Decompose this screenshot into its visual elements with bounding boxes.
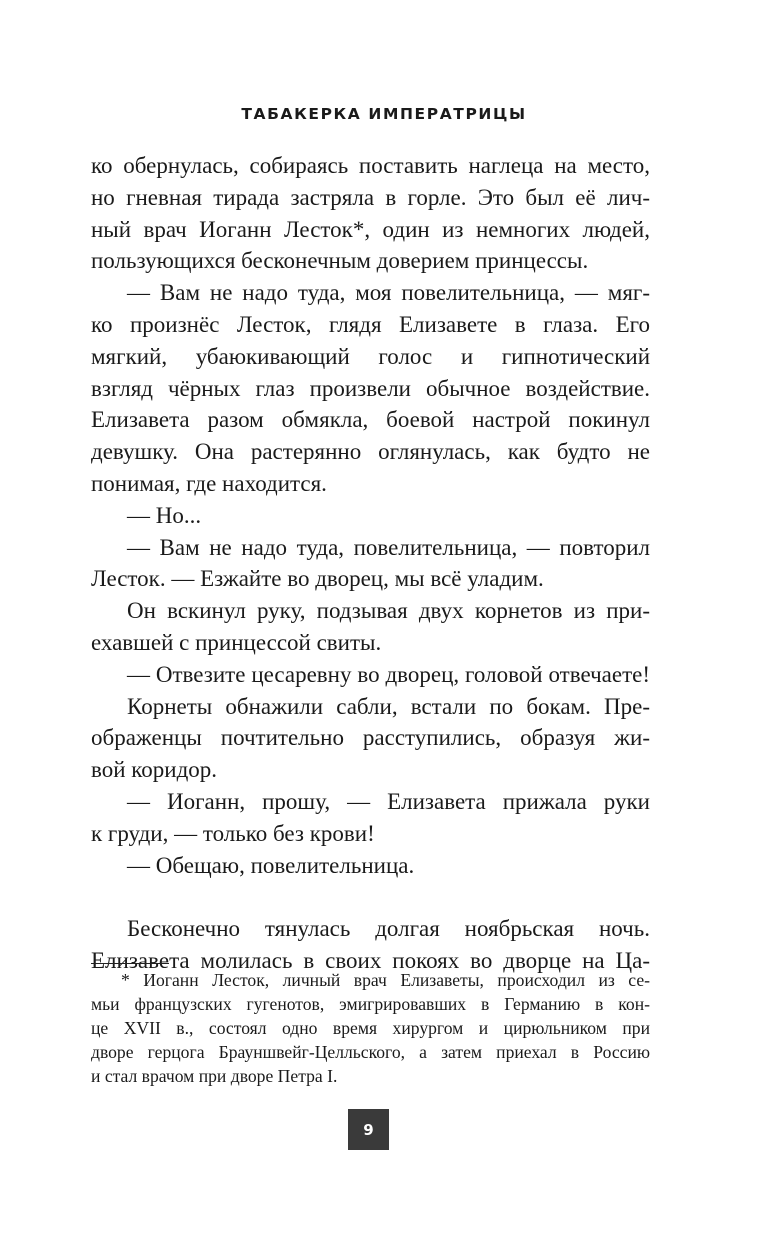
running-head: ТАБАКЕРКА ИМПЕРАТРИЦЫ <box>241 105 527 123</box>
text-line: — Обещаю, повелительница. <box>127 852 415 878</box>
footnote-line: це XVII в., состоял одно время хирургом и цирюльником при <box>91 1018 650 1038</box>
body-text <box>91 150 650 977</box>
blank-line <box>91 881 650 913</box>
footnote-line: * Иоганн Лесток, личный врач Елизаветы, происходил из се- <box>121 970 650 990</box>
text-line: мягкий, убаюкивающий голос и гипнотический <box>91 343 650 369</box>
footnote-line: и стал врачом при дворе Петра I. <box>91 1066 338 1086</box>
page-number: 9 <box>363 1120 374 1139</box>
text-line: девушку. Она растерянно оглянулась, как будто не <box>91 439 650 465</box>
text-line: ехавшей с принцессой свиты. <box>91 629 382 655</box>
footnote-line: мьи французских гугенотов, эмигрировавших в Германию в кон- <box>91 994 650 1014</box>
text-line: к груди, — только без крови! <box>91 820 375 846</box>
page-number-badge <box>348 1109 389 1150</box>
text-line: пользующихся бесконечным доверием принцессы. <box>91 248 589 274</box>
text-line: ображенцы почтительно расступились, образуя жи- <box>91 725 650 751</box>
text-line: Он вскинул руку, подзывая двух корнетов из при- <box>127 598 650 624</box>
text-line: — Отвезите цесаревну во дворец, головой отвечаете! <box>127 661 650 687</box>
text-line: Бесконечно тянулась долгая ноябрьская ночь. <box>127 916 650 942</box>
text-line: — Вам не надо туда, повелительница, — повторил <box>127 534 650 560</box>
text-line: — Вам не надо туда, моя повелительница, — мяг- <box>127 280 650 306</box>
text-line: понимая, где находится. <box>91 470 327 496</box>
footnote <box>91 968 650 1088</box>
text-line: Елизавета молилась в своих покоях во дворце на Ца- <box>91 947 650 973</box>
text-line: ко произнёс Лесток, глядя Елизавете в глаза. Его <box>91 311 650 337</box>
text-line: Лесток. — Езжайте во дворец, мы всё уладим. <box>91 566 544 592</box>
text-line: взгляд чёрных глаз произвели обычное воздействие. <box>91 375 650 401</box>
text-line: ный врач Иоганн Лесток*, один из немногих людей, <box>91 216 650 242</box>
footnote-divider <box>91 963 169 964</box>
text-line: вой коридор. <box>91 757 218 783</box>
footnote-line: дворе герцога Брауншвейг-Целльского, а затем приехал в Россию <box>91 1042 650 1062</box>
text-line: — Но... <box>127 502 202 528</box>
text-line: но гневная тирада застряла в горле. Это был её лич- <box>91 184 650 210</box>
text-line: Елизавета разом обмякла, боевой настрой покинул <box>91 407 650 433</box>
text-line: ко обернулась, собираясь поставить наглеца на место, <box>91 153 650 178</box>
text-line: Корнеты обнажили сабли, встали по бокам. Пре- <box>127 693 650 719</box>
text-line: — Иоганн, прошу, — Елизавета прижала руки <box>127 788 650 814</box>
